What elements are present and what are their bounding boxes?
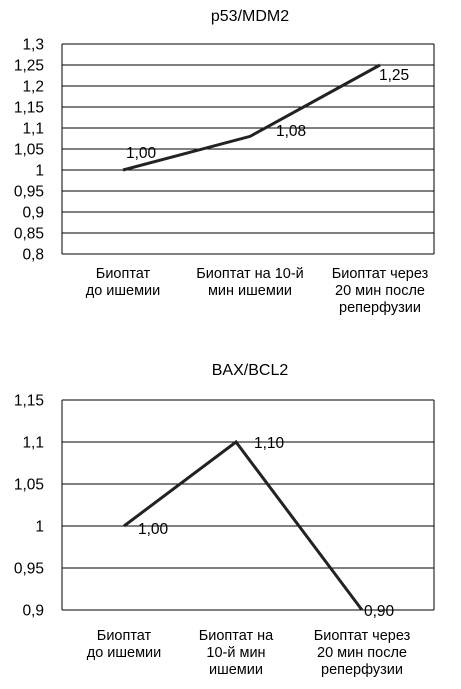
data-label: 0,90 xyxy=(364,603,395,620)
y-tick-label: 1,05 xyxy=(13,141,44,159)
x-tick-label: Биоптат через 20 мин после реперфузии xyxy=(313,628,411,678)
y-tick-label: 1,25 xyxy=(13,57,44,75)
x-tick-label: Биоптат на 10-й мин ишемии xyxy=(198,628,274,678)
y-tick-label: 0,95 xyxy=(13,183,44,201)
data-label: 1,00 xyxy=(138,521,169,538)
y-tick-label: 0,8 xyxy=(22,246,44,264)
y-tick-label: 0,85 xyxy=(13,225,44,243)
y-tick-label: 1,2 xyxy=(22,78,44,96)
y-tick-label: 0,9 xyxy=(22,602,44,620)
y-tick-label: 1,3 xyxy=(22,36,44,54)
y-tick-label: 0,95 xyxy=(13,560,44,578)
x-tick-label: Биоптат на 10-й мин ишемии xyxy=(196,266,304,299)
series-line xyxy=(123,65,380,170)
chart-title: BAX/BCL2 xyxy=(211,362,289,379)
data-label: 1,10 xyxy=(254,435,285,452)
x-tick-label: Биоптат до ишемии xyxy=(85,266,161,299)
x-tick-label: Биоптат через 20 мин после реперфузии xyxy=(331,266,429,316)
chart-1 xyxy=(14,8,434,316)
y-tick-label: 1,15 xyxy=(13,392,44,410)
x-tick-label: Биоптат до ишемии xyxy=(86,628,162,661)
chart-2 xyxy=(14,362,434,678)
y-tick-label: 1,1 xyxy=(22,120,44,138)
data-label: 1,25 xyxy=(379,67,410,84)
y-tick-label: 1,1 xyxy=(22,434,44,452)
y-tick-label: 1 xyxy=(35,162,44,180)
y-tick-label: 1,15 xyxy=(13,99,44,117)
y-tick-label: 1,05 xyxy=(13,476,44,494)
y-tick-label: 1 xyxy=(35,518,44,536)
data-label: 1,00 xyxy=(126,145,157,162)
y-tick-label: 0,9 xyxy=(22,204,44,222)
data-label: 1,08 xyxy=(276,123,307,140)
chart-title: p53/MDM2 xyxy=(210,8,290,25)
